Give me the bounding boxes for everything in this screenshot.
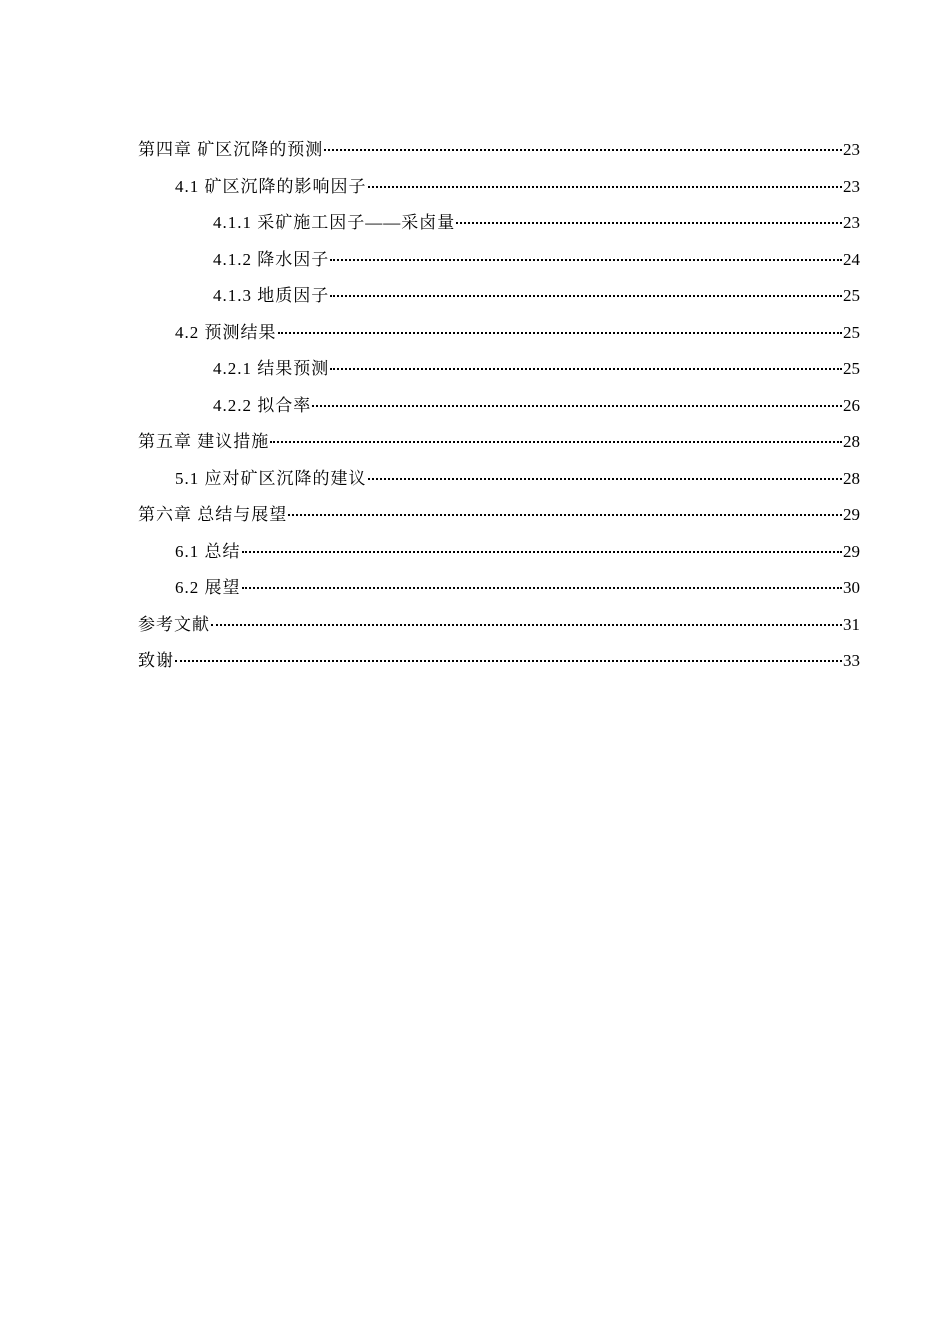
toc-entry-title: 4.1 矿区沉降的影响因子 bbox=[175, 176, 367, 196]
toc-entry-page: 30 bbox=[843, 578, 860, 597]
toc-entry-page: 28 bbox=[843, 432, 860, 451]
toc-entry-4-1-3[interactable] bbox=[138, 282, 860, 319]
toc-entry-chapter-4[interactable] bbox=[138, 136, 860, 173]
toc-entry-page: 23 bbox=[843, 213, 860, 232]
toc-dot-leader bbox=[330, 258, 842, 261]
toc-entry-page: 23 bbox=[843, 140, 860, 159]
toc-entry-title: 4.2.2 拟合率 bbox=[213, 395, 312, 415]
toc-entry-4-1-1[interactable] bbox=[138, 209, 860, 246]
toc-entry-acknowledgements[interactable] bbox=[138, 647, 860, 684]
toc-dot-leader bbox=[368, 477, 843, 480]
toc-dot-leader bbox=[175, 659, 842, 662]
toc-entry-page: 24 bbox=[843, 249, 860, 269]
toc-entry-title: 4.1.1 采矿施工因子——采卤量 bbox=[213, 213, 456, 232]
toc-entry-page: 31 bbox=[843, 614, 860, 634]
toc-entry-title: 4.2 预测结果 bbox=[175, 322, 277, 342]
toc-entry-page: 33 bbox=[843, 651, 860, 670]
toc-dot-leader bbox=[211, 623, 842, 626]
table-of-contents bbox=[138, 136, 860, 684]
toc-dot-leader bbox=[456, 221, 842, 224]
toc-entry-4-2-1[interactable] bbox=[138, 355, 860, 392]
toc-entry-chapter-6[interactable] bbox=[138, 501, 860, 538]
toc-entry-title: 第五章 建议措施 bbox=[138, 432, 270, 451]
toc-entry-title: 参考文献 bbox=[138, 614, 210, 634]
toc-entry-page: 28 bbox=[843, 468, 860, 488]
toc-entry-4-2-2[interactable] bbox=[138, 392, 860, 429]
toc-entry-page: 25 bbox=[843, 359, 860, 378]
toc-entry-6-1[interactable] bbox=[138, 538, 860, 575]
toc-entry-4-1-2[interactable] bbox=[138, 246, 860, 283]
toc-entry-references[interactable] bbox=[138, 611, 860, 648]
toc-entry-page: 26 bbox=[843, 395, 860, 415]
toc-entry-page: 29 bbox=[843, 505, 860, 524]
toc-dot-leader bbox=[330, 294, 842, 297]
toc-entry-title: 6.1 总结 bbox=[175, 541, 241, 561]
toc-entry-title: 4.2.1 结果预测 bbox=[213, 359, 330, 378]
toc-entry-title: 第六章 总结与展望 bbox=[138, 505, 288, 524]
toc-dot-leader bbox=[312, 404, 842, 407]
toc-entry-page: 29 bbox=[843, 541, 860, 561]
toc-entry-title: 4.1.3 地质因子 bbox=[213, 286, 330, 305]
toc-entry-title: 致谢 bbox=[138, 651, 174, 670]
toc-entry-4-1[interactable] bbox=[138, 173, 860, 210]
toc-entry-page: 25 bbox=[843, 286, 860, 305]
toc-entry-chapter-5[interactable] bbox=[138, 428, 860, 465]
toc-entry-4-2[interactable] bbox=[138, 319, 860, 356]
toc-dot-leader bbox=[324, 148, 842, 151]
toc-dot-leader bbox=[330, 367, 842, 370]
toc-dot-leader bbox=[278, 331, 843, 334]
toc-dot-leader bbox=[242, 550, 843, 553]
toc-dot-leader bbox=[288, 513, 842, 516]
toc-entry-title: 4.1.2 降水因子 bbox=[213, 249, 330, 269]
toc-entry-title: 第四章 矿区沉降的预测 bbox=[138, 140, 324, 159]
toc-dot-leader bbox=[270, 440, 842, 443]
toc-dot-leader bbox=[368, 185, 843, 188]
toc-entry-title: 5.1 应对矿区沉降的建议 bbox=[175, 468, 367, 488]
toc-entry-title: 6.2 展望 bbox=[175, 578, 241, 597]
toc-entry-page: 23 bbox=[843, 176, 860, 196]
toc-entry-page: 25 bbox=[843, 322, 860, 342]
toc-entry-6-2[interactable] bbox=[138, 574, 860, 611]
toc-entry-5-1[interactable] bbox=[138, 465, 860, 502]
toc-dot-leader bbox=[242, 586, 843, 589]
